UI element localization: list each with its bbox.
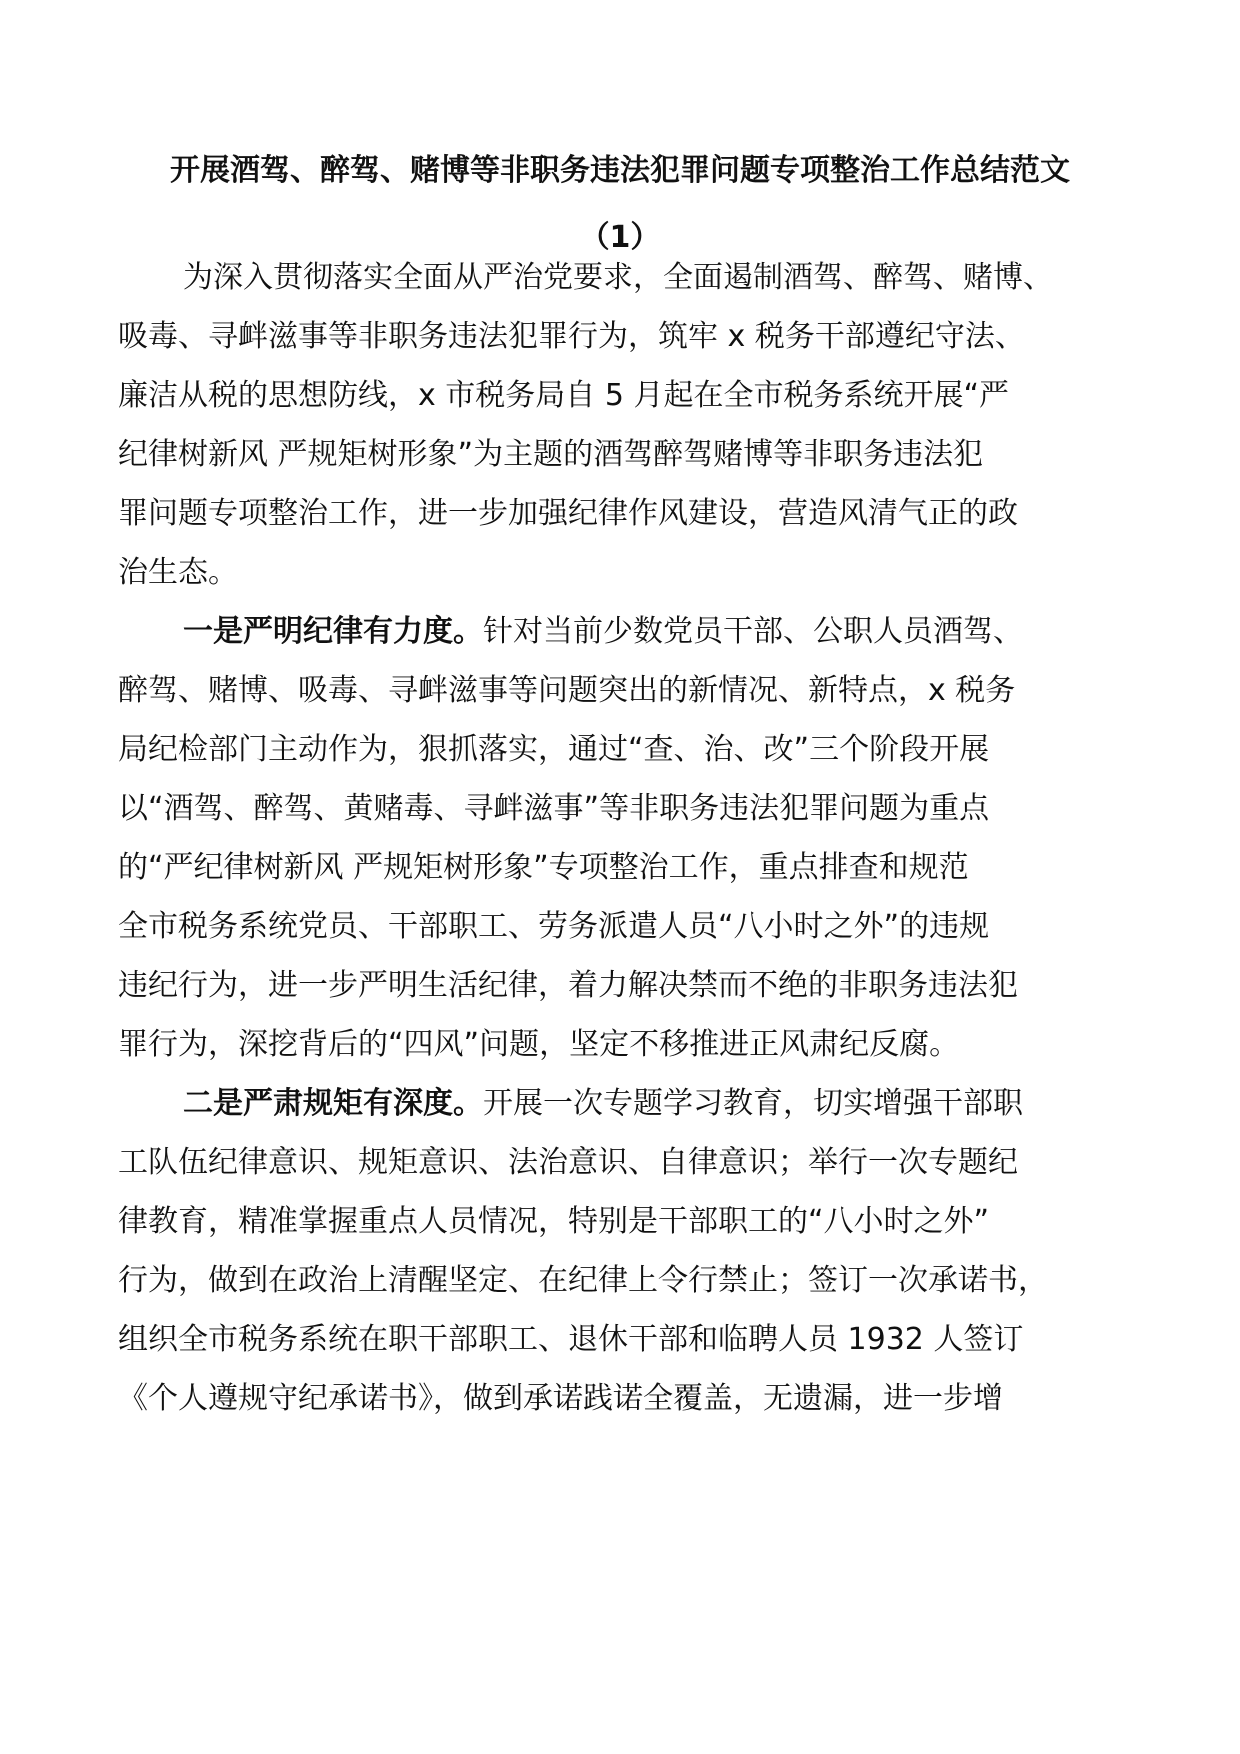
intro-line: 为深入贯彻落实全面从严治党要求，全面遏制酒驾、醉驾、赌博、	[183, 260, 1053, 295]
section2-line: 《个人遵规守纪承诺书》，做到承诺践诺全覆盖，无遗漏，进一步增	[118, 1381, 1003, 1416]
section1-line: 违纪行为，进一步严明生活纪律，着力解决禁而不绝的非职务违法犯	[118, 968, 1018, 1003]
section1-line: 全市税务系统党员、干部职工、劳务派遣人员“八小时之外”的违规	[118, 909, 990, 944]
section1-line: 的“严纪律树新风 严规矩树形象”专项整治工作，重点排查和规范	[118, 850, 969, 885]
section2-heading: 二是严肃规矩有深度。	[183, 1086, 483, 1121]
section2-line: 工队伍纪律意识、规矩意识、法治意识、自律意识；举行一次专题纪	[118, 1145, 1018, 1180]
document-title-number: （1）	[579, 220, 661, 255]
section2-line: 组织全市税务系统在职干部职工、退休干部和临聘人员 1932 人签订	[118, 1322, 1024, 1357]
section1-line: 醉驾、赌博、吸毒、寻衅滋事等问题突出的新情况、新特点，x 税务	[118, 673, 1016, 708]
section1-text: 针对当前少数党员干部、公职人员酒驾、	[483, 614, 1023, 649]
section1-first-line	[183, 612, 1023, 652]
section2-first-line	[183, 1084, 1023, 1124]
section1-line: 局纪检部门主动作为，狠抓落实，通过“查、治、改”三个阶段开展	[118, 732, 990, 767]
section1-heading: 一是严明纪律有力度。	[183, 614, 483, 649]
section2-line: 行为，做到在政治上清醒坚定、在纪律上令行禁止；签订一次承诺书，	[118, 1263, 1048, 1298]
section1-line: 罪行为，深挖背后的“四风”问题，坚定不移推进正风肃纪反腐。	[118, 1027, 960, 1062]
intro-line: 纪律树新风 严规矩树形象”为主题的酒驾醉驾赌博等非职务违法犯	[118, 437, 984, 472]
document-title: 开展酒驾、醉驾、赌博等非职务违法犯罪问题专项整治工作总结范文	[170, 153, 1070, 188]
intro-line: 罪问题专项整治工作，进一步加强纪律作风建设，营造风清气正的政	[118, 496, 1018, 531]
section2-text: 开展一次专题学习教育，切实增强干部职	[483, 1086, 1023, 1121]
intro-line: 吸毒、寻衅滋事等非职务违法犯罪行为，筑牢 x 税务干部遵纪守法、	[118, 319, 1025, 354]
intro-line: 廉洁从税的思想防线，x 市税务局自 5 月起在全市税务系统开展“严	[118, 378, 1009, 413]
section2-line: 律教育，精准掌握重点人员情况，特别是干部职工的“八小时之外”	[118, 1204, 990, 1239]
section1-line: 以“酒驾、醉驾、黄赌毒、寻衅滋事”等非职务违法犯罪问题为重点	[118, 791, 990, 826]
intro-line: 治生态。	[118, 555, 238, 590]
